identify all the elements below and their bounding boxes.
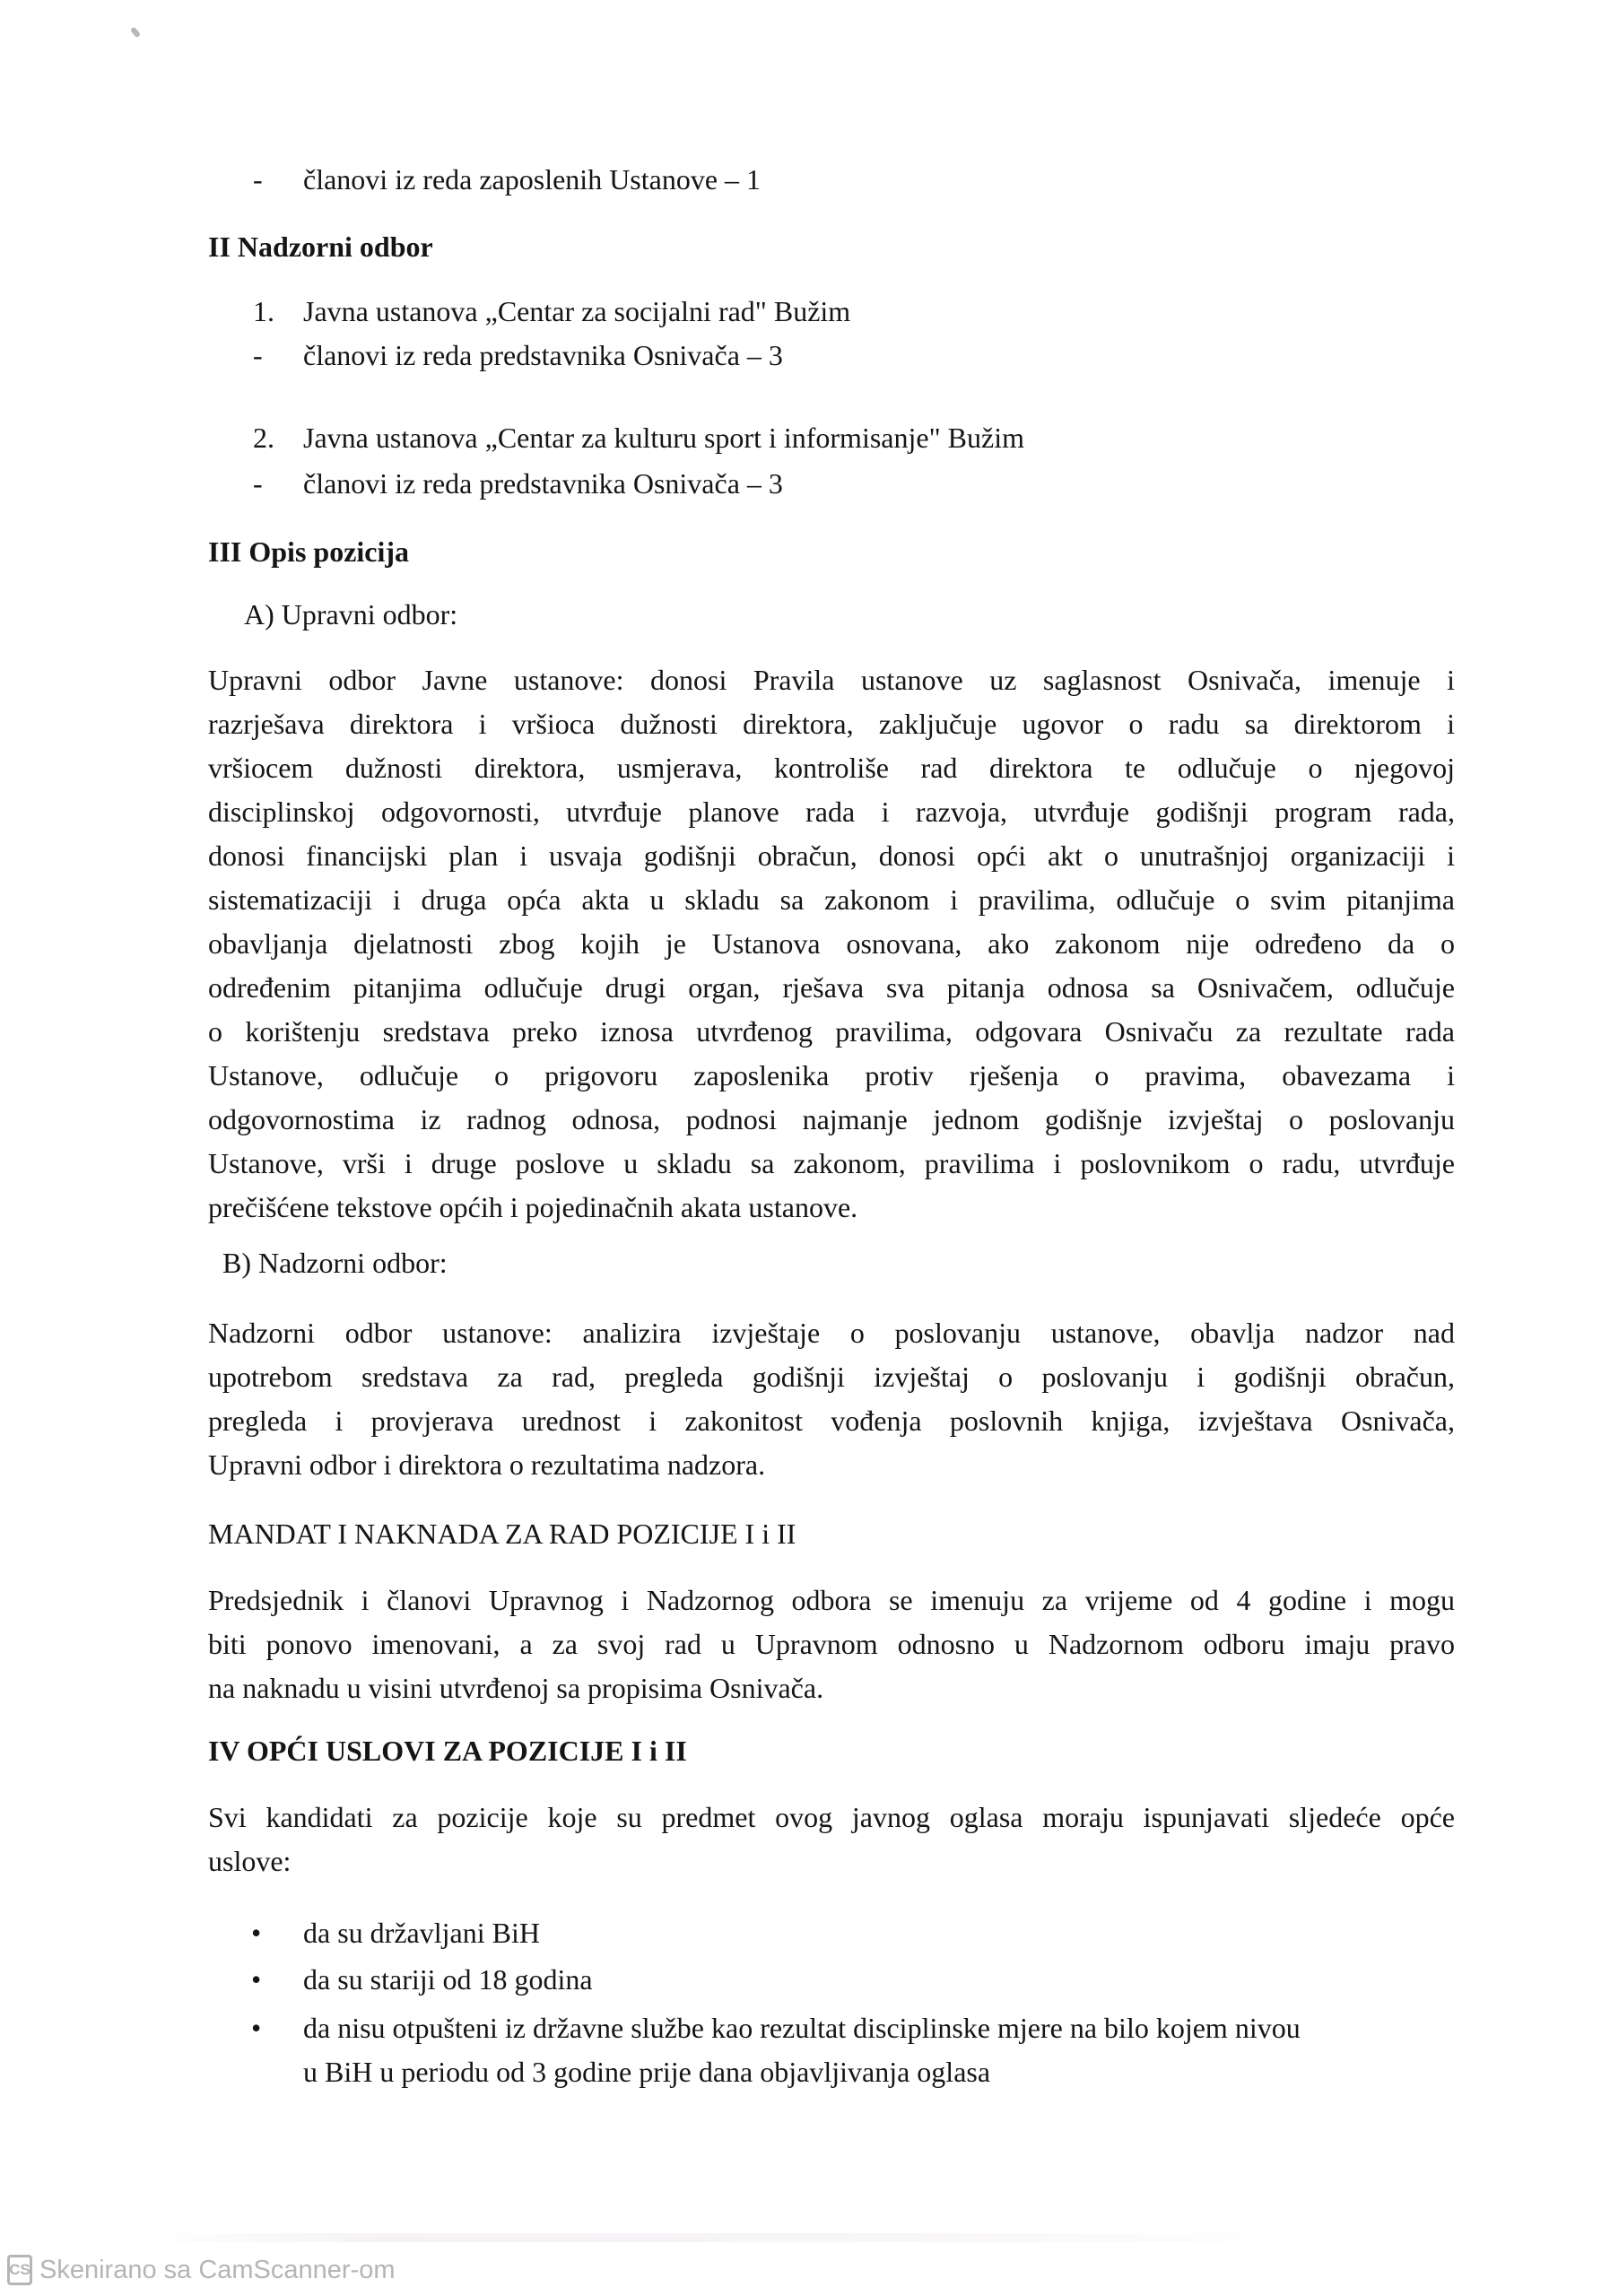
paragraph-line: biti ponovo imenovani, a za svoj rad u Upravnom odnosno u Nadzornom odboru imaju pravo: [208, 1628, 1455, 1660]
scan-speck: [130, 26, 141, 38]
item-number: 1.: [253, 295, 274, 327]
subsection-b-label: B) Nadzorni odbor:: [222, 1247, 448, 1279]
paragraph-line: prečišćene tekstove općih i pojedinačnih akata ustanove.: [208, 1191, 858, 1223]
paragraph-line: uslove:: [208, 1845, 292, 1877]
paragraph-line: određenim pitanjima odlučuje drugi organ, rješava sva pitanja odnosa sa Osnivačem, odlučuje: [208, 971, 1455, 1004]
paragraph-line: sistematizaciji i druga opća akta u skladu sa zakonom i pravilima, odlučuje o svim pitanjima: [208, 883, 1455, 916]
paragraph-line: disciplinskoj odgovornosti, utvrđuje planove rada i razvoja, utvrđuje godišnji program rada,: [208, 796, 1455, 828]
condition-item: da su državljani BiH: [303, 1917, 540, 1949]
condition-item-continuation: u BiH u periodu od 3 godine prije dana objavljivanja oglasa: [303, 2056, 991, 2088]
top-item-text: članovi iz reda zaposlenih Ustanove – 1: [303, 163, 761, 196]
list-dash: -: [253, 339, 263, 371]
item-title: Javna ustanova „Centar za socijalni rad" Bužim: [303, 295, 851, 327]
paragraph-line: vršiocem dužnosti direktora, usmjerava, kontroliše rad direktora te odlučuje o njegovoj: [208, 752, 1455, 784]
paragraph-line: obavljanja djelatnosti zbog kojih je Ustanova osnovana, ako zakonom nije određeno da o: [208, 927, 1455, 960]
camscanner-logo-icon: CS: [7, 2255, 32, 2285]
conditions-intro: [208, 1796, 1455, 1883]
list-dash: -: [253, 163, 263, 196]
paragraph-line: razrješava direktora i vršioca dužnosti direktora, zaključuje ugovor o radu sa direktorom i: [208, 708, 1455, 740]
item-members: članovi iz reda predstavnika Osnivača – 3: [303, 339, 783, 371]
item-number: 2.: [253, 422, 274, 454]
paragraph-line: odgovornostima iz radnog odnosa, podnosi najmanje jednom godišnje izvještaj o poslovanju: [208, 1103, 1455, 1135]
item-members: članovi iz reda predstavnika Osnivača – 3: [303, 467, 783, 500]
upravni-odbor-paragraph: [208, 658, 1455, 1230]
mandate-paragraph: [208, 1578, 1455, 1710]
paragraph-line: Svi kandidati za pozicije koje su predmet ovog javnog oglasa moraju ispunjavati sljedeće opće: [208, 1801, 1455, 1833]
bullet-icon: •: [251, 2012, 262, 2044]
section-iii-heading: III Opis pozicija: [208, 535, 410, 568]
item-title: Javna ustanova „Centar za kulturu sport i informisanje" Bužim: [303, 422, 1024, 454]
condition-item: da nisu otpušteni iz državne službe kao rezultat disciplinske mjere na bilo kojem nivou: [303, 2012, 1301, 2044]
paragraph-line: Ustanove, odlučuje o prigovoru zaposlenika protiv rješenja o pravima, obavezama i: [208, 1059, 1455, 1091]
paragraph-line: Upravni odbor i direktora o rezultatima nadzora.: [208, 1448, 766, 1481]
bullet-icon: •: [251, 1963, 262, 1996]
paragraph-line: Ustanove, vrši i druge poslove u skladu sa zakonom, pravilima i poslovnikom o radu, utvrđuje: [208, 1147, 1455, 1179]
mandate-heading: MANDAT I NAKNADA ZA RAD POZICIJE I i II: [208, 1518, 796, 1550]
paragraph-line: pregleda i provjerava urednost i zakonitost vođenja poslovnih knjiga, izvještava Osnivača,: [208, 1405, 1455, 1437]
paragraph-line: Upravni odbor Javne ustanove: donosi Pravila ustanove uz saglasnost Osnivača, imenuje i: [208, 664, 1455, 696]
paragraph-line: o korištenju sredstava preko iznosa utvrđenog pravilima, odgovara Osnivaču za rezultate rada: [208, 1015, 1455, 1048]
camscanner-watermark: [7, 2255, 396, 2285]
paragraph-line: upotrebom sredstava za rad, pregleda godišnji izvještaj o poslovanju i godišnji obračun,: [208, 1361, 1455, 1393]
paragraph-line: Predsjednik i članovi Upravnog i Nadzornog odbora se imenuju za vrijeme od 4 godine i mogu: [208, 1584, 1455, 1616]
scan-bleed-through: [144, 2233, 1310, 2242]
paragraph-line: Nadzorni odbor ustanove: analizira izvještaje o poslovanju ustanove, obavlja nadzor nad: [208, 1317, 1455, 1349]
paragraph-line: donosi financijski plan i usvaja godišnji obračun, donosi opći akt o unutrašnjoj organizaciji i: [208, 839, 1455, 872]
section-iv-heading: IV OPĆI USLOVI ZA POZICIJE I i II: [208, 1735, 687, 1767]
bullet-icon: •: [251, 1917, 262, 1949]
section-ii-heading: II Nadzorni odbor: [208, 230, 433, 263]
watermark-text: Skenirano sa CamScanner-om: [39, 2255, 396, 2284]
subsection-a-label: A) Upravni odbor:: [244, 598, 458, 631]
paragraph-line: na naknadu u visini utvrđenoj sa propisima Osnivača.: [208, 1672, 824, 1704]
condition-item: da su stariji od 18 godina: [303, 1963, 593, 1996]
nadzorni-odbor-paragraph: [208, 1311, 1455, 1487]
list-dash: -: [253, 467, 263, 500]
